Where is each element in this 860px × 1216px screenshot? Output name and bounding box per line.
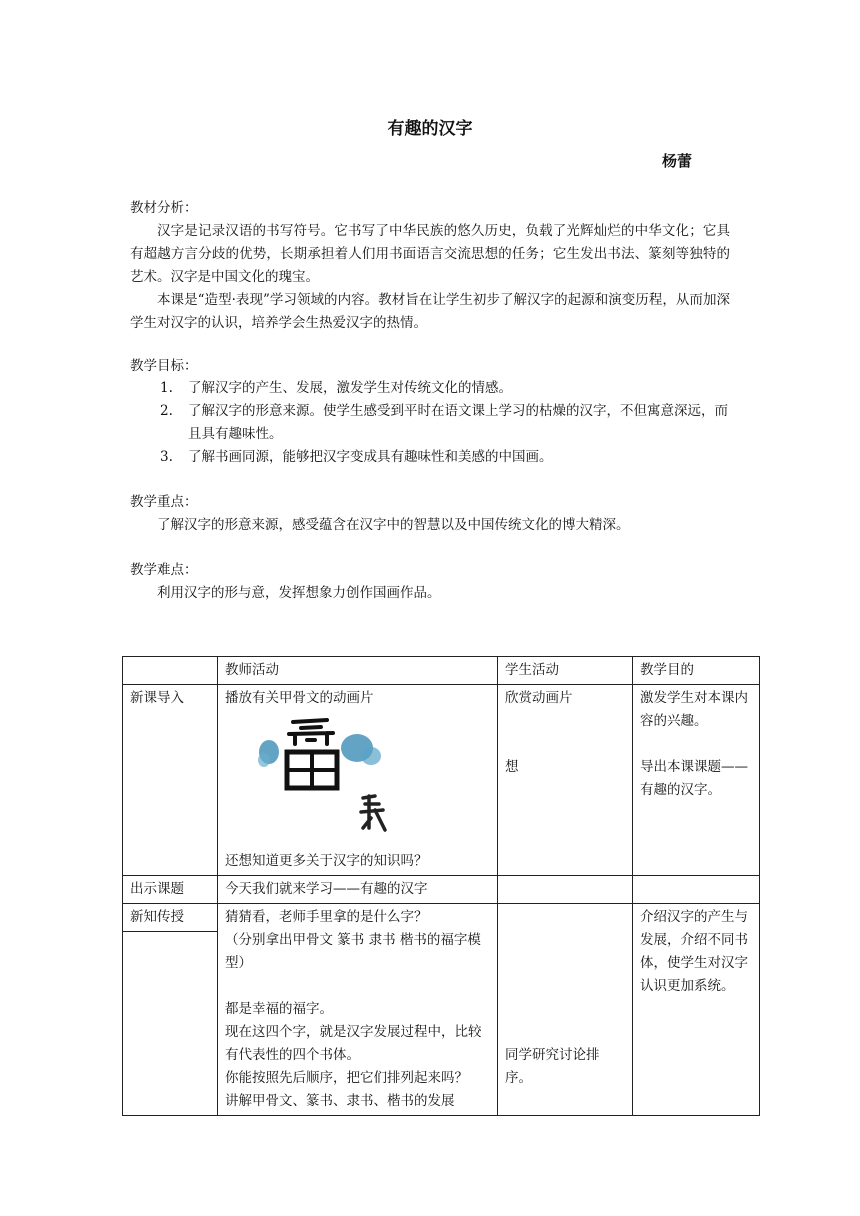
author-name: 杨蕾 [662,152,693,170]
purpose-text: 激发学生对本课内容的兴趣。 [640,690,748,729]
goal-item [160,400,730,446]
teacher-activity-cell [218,685,498,876]
goal-number: 3. [160,449,173,465]
teacher-line: （分别拿出甲骨文 篆书 隶书 楷书的福字模型） [225,932,481,971]
goals-heading: 教学目标： [130,358,198,374]
teacher-line: 你能按照先后顺序，把它们排列起来吗？ [225,1070,468,1086]
purpose-text: 介绍汉字的产生与发展，介绍不同书体，使学生对汉字认识更加系统。 [640,909,748,994]
purpose-cell [633,685,760,876]
header-cell: 学生活动 [498,657,633,685]
student-activity-cell [498,904,633,1116]
teacher-activity-cell [218,904,498,1116]
teacher-line: 都是幸福的福字。 [225,1001,333,1017]
stage-cell [123,904,218,1116]
table-header-row [123,657,760,685]
analysis-paragraph-1: 汉字是记录汉语的书写符号。它书写了中华民族的悠久历史，负载了光辉灿烂的中华文化；它具有超越方言分歧的优势，长期承担着人们用书面语言交流思想的任务；它生发出书法、篆刻等独特的艺术。汉字是中国文化的瑰宝。 [130,223,730,285]
focus-heading: 教学重点： [130,494,198,510]
student-activity-answer: 想 [505,759,519,775]
stage-label: 新知传授 [123,904,217,932]
header-cell [123,657,218,685]
difficulty-text: 利用汉字的形与意，发挥想象力创作国画作品。 [157,585,441,601]
difficulty-heading: 教学难点： [130,562,198,578]
stage-cell: 新课导入 [123,685,218,876]
teacher-activity-text: 播放有关甲骨文的动画片 [225,690,374,706]
document-title: 有趣的汉字 [387,119,473,139]
ink-wash-blob [361,747,381,765]
table-row [123,904,760,1116]
student-activity-text: 同学研究讨论排序。 [505,1047,600,1086]
teacher-activity-cell: 今天我们就来学习——有趣的汉字 [218,876,498,904]
analysis-heading: 教材分析： [130,200,198,216]
goal-item [160,446,730,469]
student-activity-cell [498,685,633,876]
goal-number: 1. [160,380,173,396]
header-cell: 教学目的 [633,657,760,685]
focus-text: 了解汉字的形意来源，感受蕴含在汉字中的智慧以及中国传统文化的博大精深。 [157,517,630,533]
header-cell: 教师活动 [218,657,498,685]
teacher-activity-question: 还想知道更多关于汉字的知识吗？ [225,853,428,869]
purpose-cell [633,904,760,1116]
goal-text: 了解书画同源，能够把汉字变成具有趣味性和美感的中国画。 [188,449,553,465]
goal-text: 了解汉字的产生、发展，激发学生对传统文化的情感。 [188,380,512,396]
lesson-plan-table [122,656,760,1116]
teacher-line: 现在这四个字，就是汉字发展过程中，比较有代表性的四个书体。 [225,1024,482,1063]
purpose-cell [633,876,760,904]
table-row [123,876,760,904]
student-activity-cell [498,876,633,904]
analysis-paragraph-2: 本课是“造型·表现”学习领域的内容。教材旨在让学生初步了解汉字的起源和演变历程，从而加深学生对汉字的认识，培养学会生热爱汉字的热情。 [130,292,730,331]
purpose-text: 导出本课课题——有趣的汉字。 [640,759,748,798]
oracle-glyph-top [289,720,333,744]
oracle-figure [361,796,385,830]
student-activity-text: 欣赏动画片 [505,690,573,706]
oracle-bone-illustration [249,712,399,838]
goal-text: 了解汉字的形意来源。使学生感受到平时在语文课上学习的枯燥的汉字，不但寓意深远，而且具有趣味性。 [188,403,728,442]
ink-wash-blob [258,753,270,767]
table-row [123,685,760,876]
teacher-line: 讲解甲骨文、篆书、隶书、楷书的发展 [225,1093,455,1109]
goal-item [160,377,730,400]
stage-cell: 出示课题 [123,876,218,904]
goal-number: 2. [160,403,173,419]
teacher-line: 猜猜看，老师手里拿的是什么字？ [225,909,428,925]
